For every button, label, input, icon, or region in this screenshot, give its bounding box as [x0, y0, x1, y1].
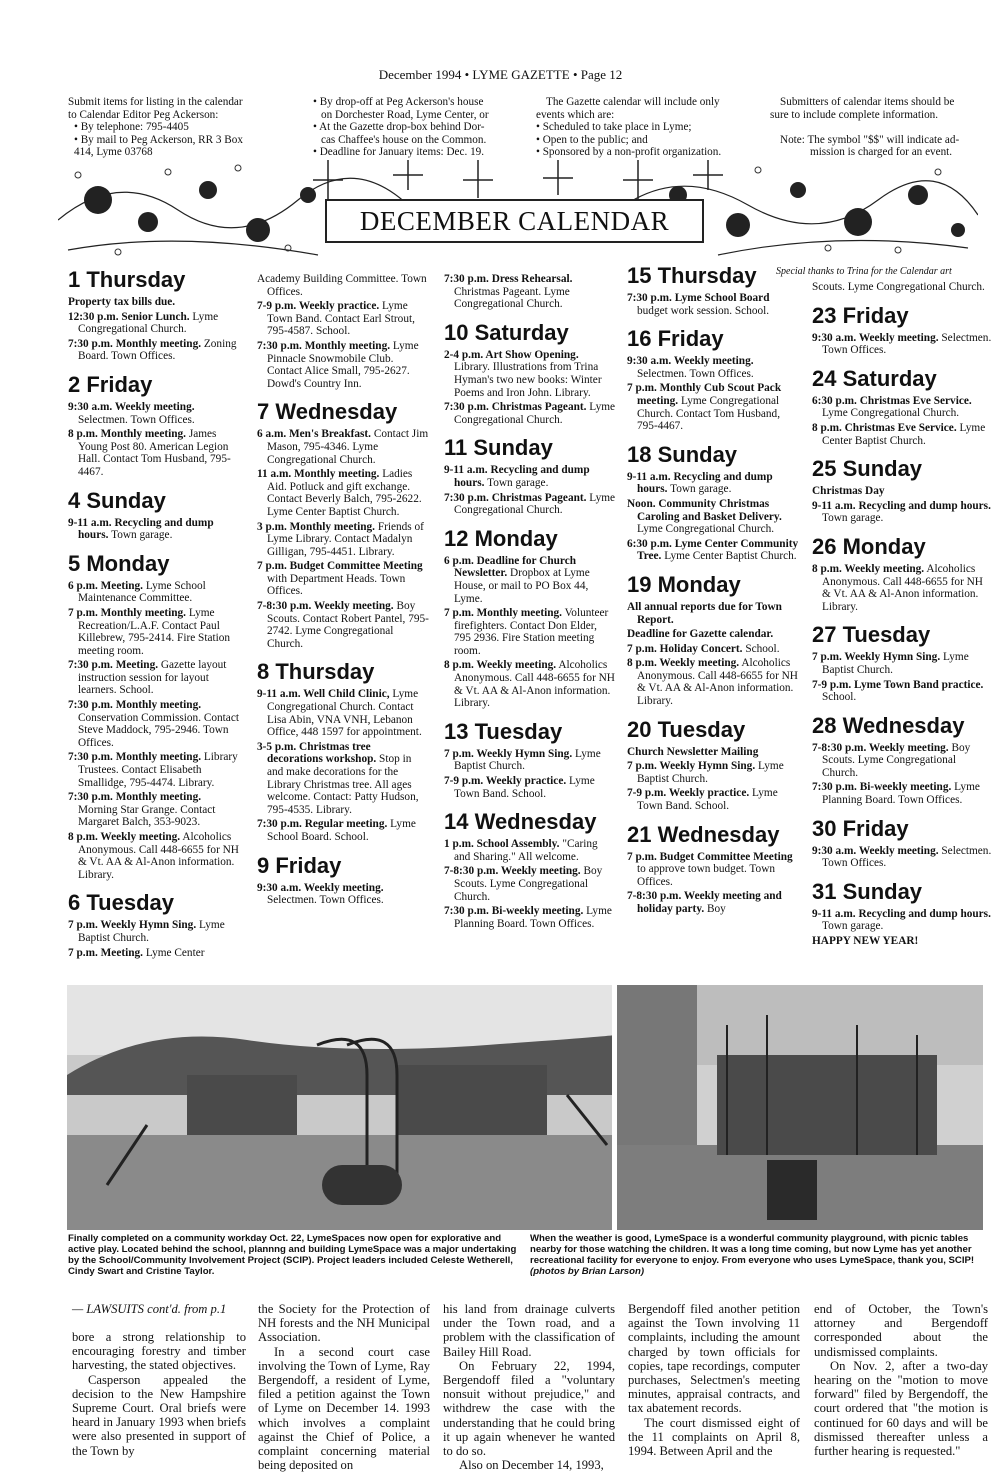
calendar-event: [812, 845, 992, 870]
calendar-event: [257, 818, 429, 843]
calendar-event: [257, 300, 429, 338]
event-time: 7:30 p.m. Monthly meeting.: [257, 339, 391, 352]
calendar-event: [68, 659, 240, 697]
event-time: 7 p.m. Weekly Hymn Sing.: [444, 747, 573, 760]
calendar-event: [627, 471, 799, 496]
event-time: 12:30 p.m. Senior Lunch.: [68, 310, 190, 323]
article-paragraph: On February 22, 1994, Bergendoff filed a "voluntary nonsuit without prejudice," and withdrew the case with the understanding that he could bring it up again whenever he wanted to do so.: [443, 1358, 615, 1459]
calendar-event: [257, 600, 429, 650]
event-detail: Lyme Planning Board. Town Offices.: [822, 781, 980, 807]
event-detail: Lyme School Board. School.: [267, 818, 416, 843]
calendar-event: [812, 332, 992, 357]
art-credit: Special thanks to Trina for the Calendar art: [776, 266, 952, 277]
submit-line: events which are:: [536, 108, 615, 121]
event-detail: budget work session. School.: [637, 304, 770, 317]
submit-line: [770, 121, 995, 134]
event-time: Deadline for Gazette calendar.: [627, 628, 774, 641]
event-time: 7 p.m. Weekly Hymn Sing.: [68, 919, 197, 932]
event-time: 7-9 p.m. Lyme Town Band practice.: [812, 678, 984, 691]
event-time: 7 p.m. Budget Committee Meeting: [627, 850, 793, 863]
event-detail: Town garage.: [670, 483, 732, 496]
calendar-event: [812, 651, 992, 676]
event-detail: Zoning Board. Town Offices.: [78, 337, 237, 363]
submit-line: Submitters of calendar items should be: [780, 96, 955, 108]
event-detail: Selectmen. Town Offices.: [637, 367, 754, 380]
calendar-event: [444, 659, 616, 709]
calendar-event: [812, 500, 992, 525]
event-time: 7-9 p.m. Weekly practice.: [444, 775, 567, 788]
submit-line: mission is charged for an event.: [810, 146, 953, 158]
calendar-event: [257, 688, 429, 738]
submit-line: • At the Gazette drop-box behind Dor-: [313, 121, 485, 133]
calendar-event: [257, 428, 429, 466]
calendar-day-heading: 10 Saturday: [444, 319, 569, 345]
event-time: Noon. Community Christmas Caroling and Basket Delivery.: [627, 497, 782, 523]
event-detail: Alcoholics Anonymous. Call 448-6655 for NH & Vt. AA & Al-Anon information. Library.: [78, 831, 239, 881]
event-detail: Scouts. Lyme Congregational Church.: [812, 281, 985, 293]
calendar-event: [627, 657, 799, 707]
event-time: 9-11 a.m. Recycling and dump hours.: [812, 907, 991, 920]
calendar-day-heading: 12 Monday: [444, 525, 558, 551]
submit-line: sure to include complete information.: [770, 108, 939, 121]
event-detail: Alcoholics Anonymous. Call 448-6655 for NH & Vt. AA & Al-Anon information. Library.: [454, 659, 615, 710]
event-detail: Contact Jim Mason, 795-4346. Lyme Congregational Church.: [267, 428, 429, 466]
calendar-event: [812, 563, 992, 613]
event-detail: Lyme Baptist Church.: [454, 747, 601, 773]
event-time: 8 p.m. Weekly meeting.: [444, 659, 557, 672]
calendar-title: DECEMBER CALENDAR: [325, 199, 704, 243]
calendar-event: [444, 838, 616, 863]
calendar-event: [444, 748, 616, 773]
event-detail: Boy Scouts. Contact Robert Pantel, 795-2742. Lyme Congregational Church.: [267, 600, 429, 650]
event-time: 7:30 p.m. Christmas Pageant.: [444, 401, 587, 414]
calendar-event: [257, 521, 429, 559]
calendar-event: [444, 775, 616, 800]
event-time: 7 p.m. Budget Committee Meeting: [257, 560, 423, 573]
submit-line: • Sponsored by a non-profit organization.: [536, 146, 722, 158]
event-detail: Friends of Lyme Library. Contact Madalyn Gilligan, 795-4451. Library.: [267, 520, 424, 558]
calendar-event: [444, 607, 616, 657]
calendar-day-heading: 21 Wednesday: [627, 821, 780, 847]
event-detail: "Caring and Sharing." All welcome.: [454, 838, 598, 863]
event-detail: Conservation Commission. Contact Steve Maddock, 795-2946. Town Offices.: [78, 711, 239, 749]
calendar-event: [444, 865, 616, 903]
submit-line: cas Chaffee's house on the Common.: [321, 133, 487, 146]
submit-line: • Open to the public; and: [536, 133, 648, 146]
event-detail: Town garage.: [111, 529, 173, 542]
calendar-day-heading: 14 Wednesday: [444, 809, 597, 835]
event-detail: Town garage.: [487, 476, 549, 489]
event-time: 9:30 a.m. Weekly meeting.: [812, 844, 939, 857]
calendar-day-heading: 7 Wednesday: [257, 399, 398, 425]
event-time: 7-8:30 p.m. Weekly meeting.: [812, 741, 949, 754]
playground-photo-left: [67, 985, 612, 1230]
submit-info-1: [68, 96, 303, 159]
event-time: 7:30 p.m. Monthly meeting.: [68, 791, 202, 804]
event-time: 9-11 a.m. Recycling and dump hours.: [68, 516, 214, 542]
submit-line: • Deadline for January items: Dec. 19.: [313, 146, 485, 158]
calendar-event: [812, 485, 992, 498]
calendar-day-heading: 9 Friday: [257, 852, 342, 878]
calendar-event: [812, 395, 992, 420]
calendar-event: [812, 422, 992, 447]
event-detail: Stop in and make decorations for the Library Christmas tree. All ages welcome. Contact: Patty Hudson, 795-4535. Library.: [267, 753, 419, 816]
calendar-event: [68, 311, 240, 336]
calendar-event: [257, 741, 429, 817]
calendar-column-4: [627, 264, 799, 918]
submit-info-4: [770, 96, 995, 159]
calendar-day-heading: 25 Sunday: [812, 456, 923, 482]
calendar-event: [627, 787, 799, 812]
calendar-event: [812, 781, 992, 806]
calendar-day-heading: 20 Tuesday: [627, 716, 746, 742]
calendar-event: [627, 355, 799, 380]
calendar-event: [444, 401, 616, 426]
calendar-event: [257, 882, 429, 907]
article-paragraph: his land from drainage culverts under the Town road, and a problem with the classification of Bailey Hill Road.: [443, 1302, 615, 1359]
calendar-event: [68, 699, 240, 749]
event-detail: Lyme Town Band. Contact Earl Strout, 795-4587. School.: [267, 300, 415, 338]
event-detail: Town garage.: [822, 920, 884, 933]
submit-line: • By telephone: 795-4405: [74, 121, 189, 133]
event-time: 8 p.m. Weekly meeting.: [68, 831, 181, 843]
event-time: Christmas Day: [812, 485, 885, 498]
event-time: 9-11 a.m. Recycling and dump hours.: [444, 464, 590, 489]
event-detail: Lyme Congregational Church. Contact Tom Husband, 795-4467.: [637, 394, 781, 433]
calendar-event: [444, 492, 616, 517]
article-paragraph: The court dismissed eight of the 11 complaints on April 8, 1994. Between April and the: [628, 1415, 800, 1459]
event-time: 9-11 a.m. Recycling and dump hours.: [812, 499, 991, 512]
event-detail: Lyme Center Baptist Church.: [822, 421, 986, 447]
event-time: 7 p.m. Monthly meeting.: [68, 606, 186, 619]
submit-line: • By drop-off at Peg Ackerson's house: [313, 96, 484, 108]
event-time: 7 p.m. Weekly Hymn Sing.: [627, 760, 756, 773]
event-time: 9-11 a.m. Well Child Clinic,: [257, 688, 390, 701]
event-time: Property tax bills due.: [68, 296, 176, 308]
event-detail: Lyme Congregational Church.: [822, 407, 960, 420]
calendar-column-2: [257, 273, 429, 909]
event-detail: Academy Building Committee. Town Offices.: [257, 273, 427, 298]
calendar-day-heading: 2 Friday: [68, 371, 153, 397]
event-time: 7 p.m. Meeting.: [68, 946, 143, 959]
event-time: 3 p.m. Monthly meeting.: [257, 520, 375, 533]
event-time: 1 p.m. School Assembly.: [444, 838, 560, 851]
event-time: 7 p.m. Holiday Concert.: [627, 642, 743, 655]
event-detail: Lyme Recreation/L.A.F. Contact Paul Killebrew, 795-2414. Fire Station meeting room.: [78, 606, 231, 657]
event-detail: Morning Star Grange. Contact Margaret Balch, 353-9023.: [78, 803, 216, 829]
event-time: Church Newsletter Mailing: [627, 745, 759, 758]
calendar-event: [68, 607, 240, 657]
calendar-column-1: [68, 268, 240, 961]
submit-line: • Scheduled to take place in Lyme;: [536, 121, 692, 133]
event-detail: Town garage.: [822, 512, 884, 525]
calendar-day-heading: 26 Monday: [812, 533, 926, 559]
event-time: 7:30 p.m. Monthly meeting.: [68, 337, 202, 350]
calendar-event: [627, 292, 799, 317]
event-detail: Gazette layout instruction session for layout learners. School.: [78, 659, 227, 697]
calendar-event: [627, 601, 799, 626]
event-detail: Alcoholics Anonymous. Call 448-6655 for NH & Vt. AA & Al-Anon information. Library.: [822, 562, 983, 613]
event-time: 8 p.m. Monthly meeting.: [68, 428, 186, 441]
article-column-4: [628, 1302, 800, 1458]
submit-line: Note: The symbol "$$" will indicate ad-: [780, 133, 960, 146]
event-time: 11 a.m. Monthly meeting.: [257, 468, 380, 481]
event-detail: Christmas Pageant. Lyme Congregational Church.: [454, 285, 570, 311]
calendar-event: [627, 746, 799, 759]
event-time: 8 p.m. Weekly meeting.: [627, 657, 740, 670]
event-time: 7-9 p.m. Weekly practice.: [257, 300, 380, 313]
event-detail: with Department Heads. Town Offices.: [267, 572, 406, 598]
event-time: 7:30 p.m. Lyme School Board: [627, 292, 770, 304]
event-time: 7:30 p.m. Monthly meeting.: [68, 699, 202, 712]
event-detail: Lyme Center Baptist Church.: [664, 550, 797, 563]
event-time: 8 p.m. Weekly meeting.: [812, 562, 925, 575]
calendar-event: [444, 464, 616, 489]
calendar-event: [68, 831, 240, 881]
calendar-day-heading: 28 Wednesday: [812, 712, 965, 738]
event-time: 9:30 a.m. Weekly meeting.: [627, 355, 754, 368]
submit-info-2: [313, 96, 523, 159]
calendar-event: [257, 340, 429, 390]
event-detail: James Young Post 80. American Legion Hall. Contact Tom Husband, 795-4467.: [78, 428, 231, 478]
event-detail: Lyme Baptist Church.: [78, 919, 225, 944]
event-time: HAPPY NEW YEAR!: [812, 935, 919, 948]
page-header: December 1994 • LYME GAZETTE • Page 12: [378, 67, 623, 82]
article-paragraph: the Society for the Protection of NH forests and the NH Municipal Association.: [258, 1302, 430, 1345]
event-time: 7 p.m. Weekly Hymn Sing.: [812, 651, 941, 664]
calendar-event: [812, 935, 992, 948]
calendar-event: [68, 751, 240, 789]
event-time: 7:30 p.m. Christmas Pageant.: [444, 491, 587, 504]
photo-caption-right: [530, 1233, 982, 1277]
event-detail: School.: [822, 691, 857, 704]
calendar-event: [627, 760, 799, 785]
calendar-event: [68, 919, 240, 944]
calendar-event: [627, 538, 799, 563]
event-time: 7:30 p.m. Monthly meeting.: [68, 751, 202, 764]
event-detail: Lyme School Maintenance Committee.: [78, 579, 206, 605]
calendar-event: [812, 908, 992, 933]
calendar-event: [68, 947, 240, 960]
event-time: 6 a.m. Men's Breakfast.: [257, 428, 372, 441]
event-detail: Lyme Baptist Church.: [637, 760, 784, 785]
calendar-event: [68, 338, 240, 363]
article-paragraph: Casperson appealed the decision to the New Hampshire Supreme Court. Oral briefs were heard in January 1993 when briefs were also presented in support of the Town by: [72, 1372, 246, 1458]
calendar-event: [444, 273, 616, 311]
submit-line: to Calendar Editor Peg Ackerson:: [68, 108, 219, 121]
event-time: 7 p.m. Monthly meeting.: [444, 607, 562, 620]
calendar-day-heading: 18 Sunday: [627, 441, 738, 467]
event-time: 7:30 p.m. Bi-weekly meeting.: [444, 905, 584, 918]
playground-photo-right: [617, 985, 983, 1230]
photo-caption-left: Finally completed on a community workday Oct. 22, LymeSpaces now open for explorative and active play. Located behind the school, plannng and building LymeSpace was a major undertaking by the School/Community Involvement Project (SCIP). Project leaders included Celeste Wetherell, Cindy Swart and Cristine Taylor.: [68, 1233, 517, 1277]
calendar-event: [444, 349, 616, 399]
event-time: 9:30 a.m. Weekly meeting.: [68, 400, 195, 413]
calendar-day-heading: 4 Sunday: [68, 487, 166, 513]
calendar-day-heading: 6 Tuesday: [68, 890, 174, 916]
event-detail: Alcoholics Anonymous. Call 448-6655 for NH & Vt. AA & Al-Anon information. Library.: [637, 657, 798, 708]
calendar-day-heading: 8 Thursday: [257, 659, 375, 685]
article-paragraph: Also on December 14, 1993,: [459, 1458, 604, 1473]
event-time: 8 p.m. Christmas Eve Service.: [812, 421, 957, 434]
event-time: 7:30 p.m. Bi-weekly meeting.: [812, 781, 952, 794]
event-detail: Dropbox at Lyme House, or mail to PO Box 44, Lyme.: [454, 567, 590, 605]
article-paragraph: Bergendoff filed another petition against the Town involving 11 complaints, including the amount charged by town officials for copies, tape recordings, computer purchases, Selectmen's meeting minutes, appraisal contracts, and tax abatement records.: [628, 1302, 800, 1416]
event-detail: Selectmen. Town Offices.: [822, 844, 992, 870]
event-time: 7-8:30 p.m. Weekly meeting.: [257, 600, 394, 613]
event-detail: Lyme Congregational Church.: [454, 401, 616, 426]
event-time: 2-4 p.m. Art Show Opening.: [444, 348, 579, 361]
event-time: 7-8:30 p.m. Weekly meeting.: [444, 865, 581, 878]
event-time: 9-11 a.m. Recycling and dump hours.: [627, 470, 773, 496]
event-time: 7:30 p.m. Dress Rehearsal.: [444, 273, 573, 285]
event-detail: Lyme Congregational Church.: [78, 310, 219, 336]
calendar-event: [257, 468, 429, 518]
calendar-event: [812, 679, 992, 704]
event-detail: Library Trustees. Contact Elisabeth Smallidge, 795-4474. Library.: [78, 751, 238, 789]
calendar-event: [627, 628, 799, 641]
event-time: 9:30 a.m. Weekly meeting.: [812, 331, 939, 344]
calendar-event: [68, 428, 240, 478]
event-detail: Lyme Congregational Church.: [454, 491, 616, 517]
event-detail: Volunteer firefighters. Contact Don Elder, 795 2936. Fire Station meeting room.: [454, 607, 609, 657]
calendar-event: [812, 281, 992, 294]
event-detail: School.: [745, 642, 780, 655]
calendar-event: [627, 890, 799, 915]
calendar-event: [627, 382, 799, 432]
calendar-event: [257, 560, 429, 598]
article-column-2: [258, 1302, 430, 1472]
calendar-event: [68, 401, 240, 426]
event-time: 3-5 p.m. Christmas tree decorations workshop.: [257, 740, 377, 766]
article-column-5: [814, 1302, 988, 1458]
submit-info-3: [536, 96, 771, 159]
event-detail: Lyme Town Band. School.: [637, 787, 778, 813]
calendar-event: [627, 851, 799, 889]
event-time: 7:30 p.m. Regular meeting.: [257, 818, 388, 831]
calendar-day-heading: 24 Saturday: [812, 365, 937, 391]
event-detail: Library. Illustrations from Trina Hyman's two new books: Winter Poems and Iron John. Library.: [454, 361, 602, 399]
event-time: 9:30 a.m. Weekly meeting.: [257, 881, 384, 894]
calendar-day-heading: 5 Monday: [68, 550, 170, 576]
submit-line: The Gazette calendar will include only: [546, 96, 720, 108]
event-detail: Lyme Town Band. School.: [454, 775, 595, 800]
calendar-day-heading: 30 Friday: [812, 815, 909, 841]
calendar-event: [68, 580, 240, 605]
submit-line: on Dorchester Road, Lyme Center, or: [321, 108, 489, 121]
calendar-day-heading: 23 Friday: [812, 302, 909, 328]
event-detail: Selectmen. Town Offices.: [822, 331, 992, 357]
calendar-day-heading: 27 Tuesday: [812, 622, 931, 648]
submit-line: 414, Lyme 03768: [74, 146, 153, 158]
calendar-day-heading: 19 Monday: [627, 571, 741, 597]
article-jump-line: — LAWSUITS cont'd. from p.1: [72, 1302, 227, 1316]
photo-credit: (photos by Brian Larson): [530, 1266, 645, 1277]
event-detail: Ladies Aid. Potluck and gift exchange. Contact Beverly Balch, 795-2622. Lyme Center Baptist Church.: [267, 468, 422, 518]
article-paragraph: In a second court case involving the Town of Lyme, Ray Bergendoff, a resident of Lyme, filed a petition against the Town of Lyme on December 14. 1993 which involves a complaint against the Chief of Police, a complaint concerning material being deposited on: [258, 1344, 430, 1473]
submit-line: • By mail to Peg Ackerson, RR 3 Box: [74, 133, 243, 146]
event-time: 7:30 p.m. Meeting.: [68, 659, 159, 672]
event-detail: Selectmen. Town Offices.: [267, 894, 384, 907]
event-detail: Lyme Baptist Church.: [822, 651, 969, 676]
calendar-event: [627, 498, 799, 536]
event-time: 7 p.m. Monthly Cub Scout Pack meeting.: [627, 382, 782, 407]
event-detail: Boy: [707, 903, 726, 915]
event-detail: to approve town budget. Town Offices.: [637, 863, 775, 888]
event-detail: Boy Scouts. Lyme Congregational Church.: [822, 741, 971, 779]
calendar-event: [68, 296, 240, 309]
event-detail: Lyme Center: [145, 946, 205, 959]
article-column-3: [443, 1302, 615, 1472]
calendar-day-heading: 31 Sunday: [812, 878, 923, 904]
event-detail: Lyme Congregational Church. Contact Lisa Abin, VNA VNH, Lebanon Office, 448 1597 for appointment.: [267, 688, 422, 739]
calendar-event: [627, 643, 799, 656]
article-paragraph: end of October, the Town's attorney and Bergendoff corresponded about the undismissed complaints.: [814, 1302, 988, 1359]
calendar-column-5: [812, 281, 992, 950]
event-detail: Boy Scouts. Lyme Congregational Church.: [454, 865, 603, 903]
event-detail: Lyme Pinnacle Snowmobile Club. Contact Alice Small, 795-2627. Dowd's Country Inn.: [267, 339, 419, 390]
calendar-event: [444, 555, 616, 605]
calendar-event: [68, 791, 240, 829]
event-time: 7-9 p.m. Weekly practice.: [627, 787, 750, 800]
calendar-day-heading: 11 Sunday: [444, 435, 553, 461]
submit-line: Submit items for listing in the calendar: [68, 96, 243, 108]
calendar-day-heading: 16 Friday: [627, 326, 724, 352]
event-time: 6:30 p.m. Christmas Eve Service.: [812, 394, 972, 407]
event-time: 6 p.m. Deadline for Church Newsletter.: [444, 554, 577, 580]
event-time: 6 p.m. Meeting.: [68, 579, 143, 592]
calendar-event: [812, 742, 992, 780]
event-time: All annual reports due for Town Report.: [627, 600, 782, 626]
event-detail: Selectmen. Town Offices.: [78, 413, 195, 426]
article-paragraph: On Nov. 2, after a two-day hearing on the "motion to move forward" filed by Bergendoff, the court ordered that "the motion is continued for 60 days and will be dismissed thereafter unless a further hearing is requested.": [814, 1358, 988, 1459]
article-paragraph: bore a strong relationship to encouraging forestry and timber harvesting, the stated objectives.: [72, 1330, 246, 1373]
event-time: 7-8:30 p.m. Weekly meeting and holiday party.: [627, 890, 782, 915]
article-column-1: [72, 1330, 246, 1458]
calendar-day-heading: 1 Thursday: [68, 267, 186, 292]
event-detail: Lyme Congregational Church.: [637, 523, 775, 536]
calendar-day-heading: 13 Tuesday: [444, 718, 563, 744]
calendar-day-heading: 15 Thursday: [627, 263, 757, 288]
event-detail: Lyme Planning Board. Town Offices.: [454, 905, 612, 930]
calendar-event: [444, 905, 616, 930]
calendar-column-3: [444, 273, 616, 932]
event-time: 6:30 p.m. Lyme Center Community Tree.: [627, 537, 799, 563]
calendar-event: [257, 273, 429, 298]
caption-text: When the weather is good, LymeSpace is a wonderful community playground, with picnic tables nearby for those watching the children. It was a long time coming, but now Lyme has yet another recreational facility for everyone to enjoy. From everyone who uses LymeSpace, thank you, SCIP!: [530, 1233, 975, 1266]
calendar-event: [68, 517, 240, 542]
